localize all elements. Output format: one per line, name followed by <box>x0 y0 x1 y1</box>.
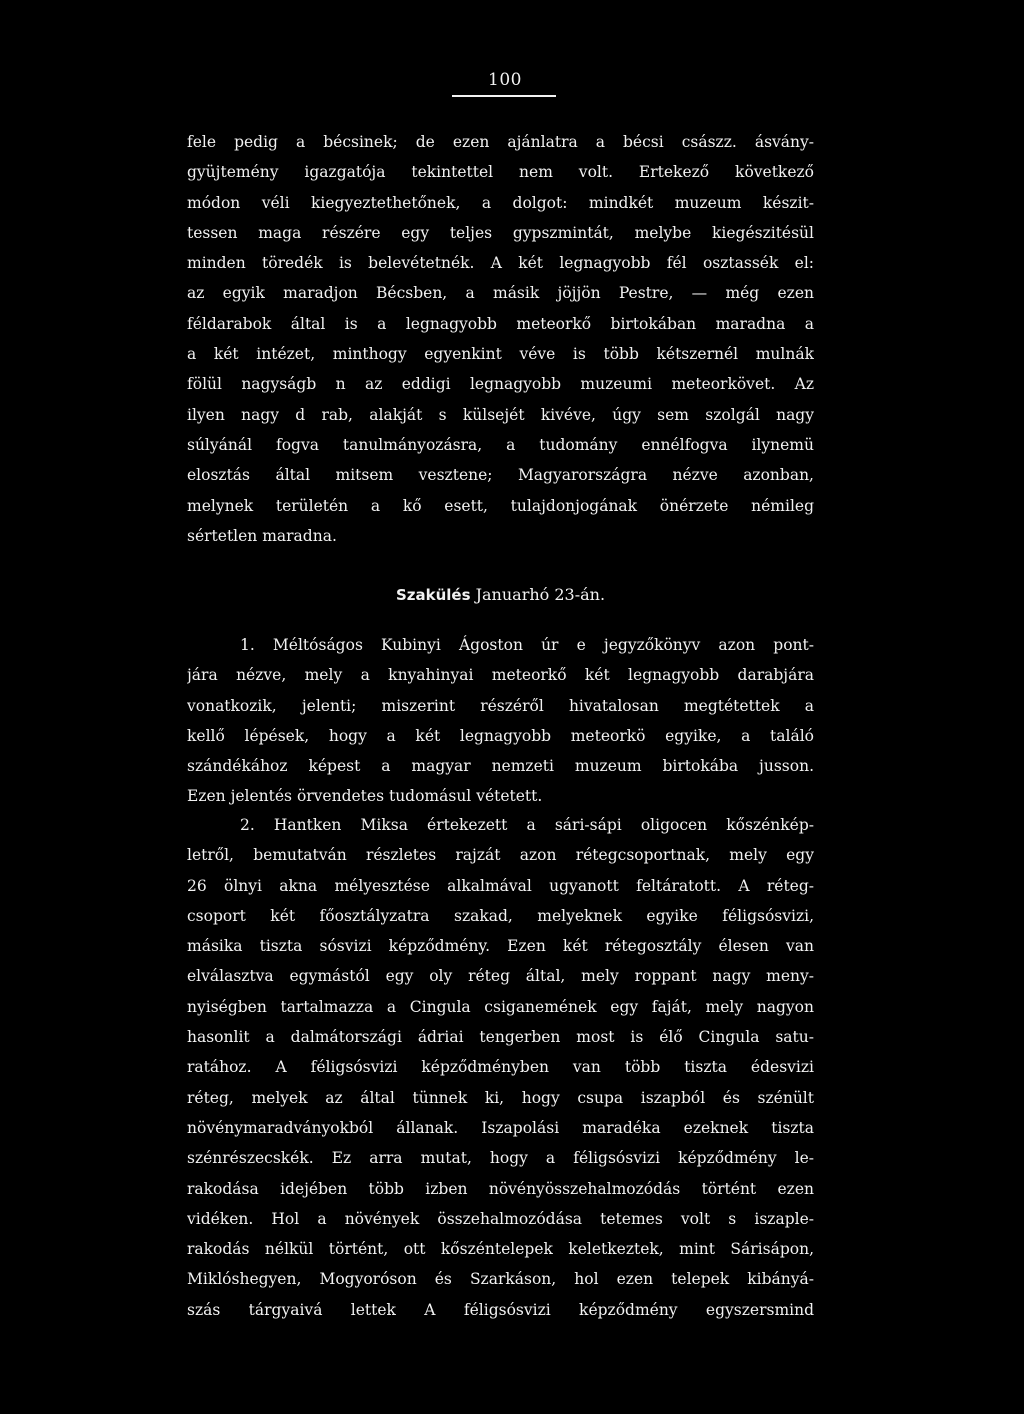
text-line: növénymaradványokból állanak. Iszapolási maradéka ezeknek tiszta <box>187 1118 814 1137</box>
heading-date: Januarhó 23-án. <box>475 585 606 604</box>
text-line: sértetlen maradna. <box>187 526 337 545</box>
text-line: réteg, melyek az által tünnek ki, hogy csupa iszapból és szénült <box>187 1088 814 1107</box>
text-line: nyiségben tartalmazza a Cingula csiganemének egy faját, mely nagyon <box>187 997 814 1016</box>
text-line: csoport két főosztályzatra szakad, melyeknek egyike féligsósvizi, <box>187 906 814 925</box>
text-line: másika tiszta sósvizi képződmény. Ezen két rétegosztály élesen van <box>187 937 814 956</box>
text-line: tessen maga részére egy teljes gypszmintát, melybe kiegészitésül <box>187 223 814 242</box>
page-number-rule <box>452 95 556 97</box>
text-line: gyüjtemény igazgatója tekintettel nem volt. Ertekező következő <box>187 163 814 182</box>
text-line: féldarabok által is a legnagyobb meteorkő birtokában maradna a <box>187 314 814 333</box>
section-heading <box>187 580 814 610</box>
text-line: 2. Hantken Miksa értekezett a sári-sápi oligocen kőszénkép- <box>240 816 814 834</box>
text-line: szándékához képest a magyar nemzeti muzeum birtokába jusson. <box>187 757 814 776</box>
page-number: 100 <box>488 70 522 90</box>
text-line: kellő lépések, hogy a két legnagyobb meteorkö egyike, a találó <box>187 726 814 745</box>
text-line: rakodás nélkül történt, ott kőszéntelepek keletkeztek, mint Sárisápon, <box>187 1240 814 1259</box>
text-line: ilyen nagy d rab, alakját s külsejét kivéve, úgy sem szolgál nagy <box>187 405 814 424</box>
paragraph-3 <box>187 810 814 1325</box>
text-line: jára nézve, mely a knyahinyai meteorkő két legnagyobb darabjára <box>187 666 814 685</box>
text-line: súlyánál fogva tanulmányozásra, a tudomány ennélfogva ilynemü <box>187 435 814 454</box>
text-line: vonatkozik, jelenti; miszerint részéről hivatalosan megtétettek a <box>187 696 814 715</box>
paragraph-2 <box>187 630 814 812</box>
text-line: Ezen jelentés örvendetes tudomásul vétetett. <box>187 787 543 806</box>
text-line: szénrészecskék. Ez arra mutat, hogy a féligsósvizi képződmény le- <box>187 1149 814 1168</box>
text-line: az egyik maradjon Bécsben, a másik jöjjön Pestre, — még ezen <box>187 284 814 303</box>
text-line: 1. Méltóságos Kubinyi Ágoston úr e jegyzőkönyv azon pont- <box>240 636 814 654</box>
text-line: hasonlit a dalmátországi ádriai tengerben most is élő Cingula satu- <box>187 1028 814 1047</box>
text-line: minden töredék is belevétetnék. A két legnagyobb fél osztassék el: <box>187 254 814 273</box>
heading-bold: Szakülés <box>395 586 471 604</box>
text-line: ratához. A féligsósvizi képződményben van több tiszta édesvizi <box>187 1058 814 1077</box>
text-line: elválasztva egymástól egy oly réteg által, mely roppant nagy meny- <box>187 967 814 986</box>
text-line: Miklóshegyen, Mogyoróson és Szarkáson, hol ezen telepek kibányá- <box>187 1270 814 1289</box>
text-line: módon véli kiegyeztethetőnek, a dolgot: mindkét muzeum készit- <box>187 193 814 212</box>
text-line: vidéken. Hol a növények összehalmozódása tetemes volt s iszaple- <box>187 1209 814 1228</box>
text-line: fölül nagyságb n az eddigi legnagyobb muzeumi meteorkövet. Az <box>187 375 814 394</box>
text-line: rakodása idejében több izben növényösszehalmozódás történt ezen <box>187 1179 814 1198</box>
paragraph-1 <box>187 127 814 551</box>
text-line: a két intézet, minthogy egyenkint véve is több kétszernél mulnák <box>187 345 814 364</box>
text-line: melynek területén a kő esett, tulajdonjogának önérzete némileg <box>187 496 814 515</box>
text-line: elosztás által mitsem vesztene; Magyarországra nézve azonban, <box>187 466 814 485</box>
text-line: 26 ölnyi akna mélyesztése alkalmával ugyanott feltáratott. A réteg- <box>187 876 814 895</box>
text-line: szás tárgyaivá lettek A féligsósvizi képződmény egyszersmind <box>187 1300 814 1319</box>
text-line: fele pedig a bécsinek; de ezen ajánlatra a bécsi császz. ásvány- <box>187 133 814 151</box>
text-line: letről, bemutatván részletes rajzát azon rétegcsoportnak, mely egy <box>187 846 814 865</box>
